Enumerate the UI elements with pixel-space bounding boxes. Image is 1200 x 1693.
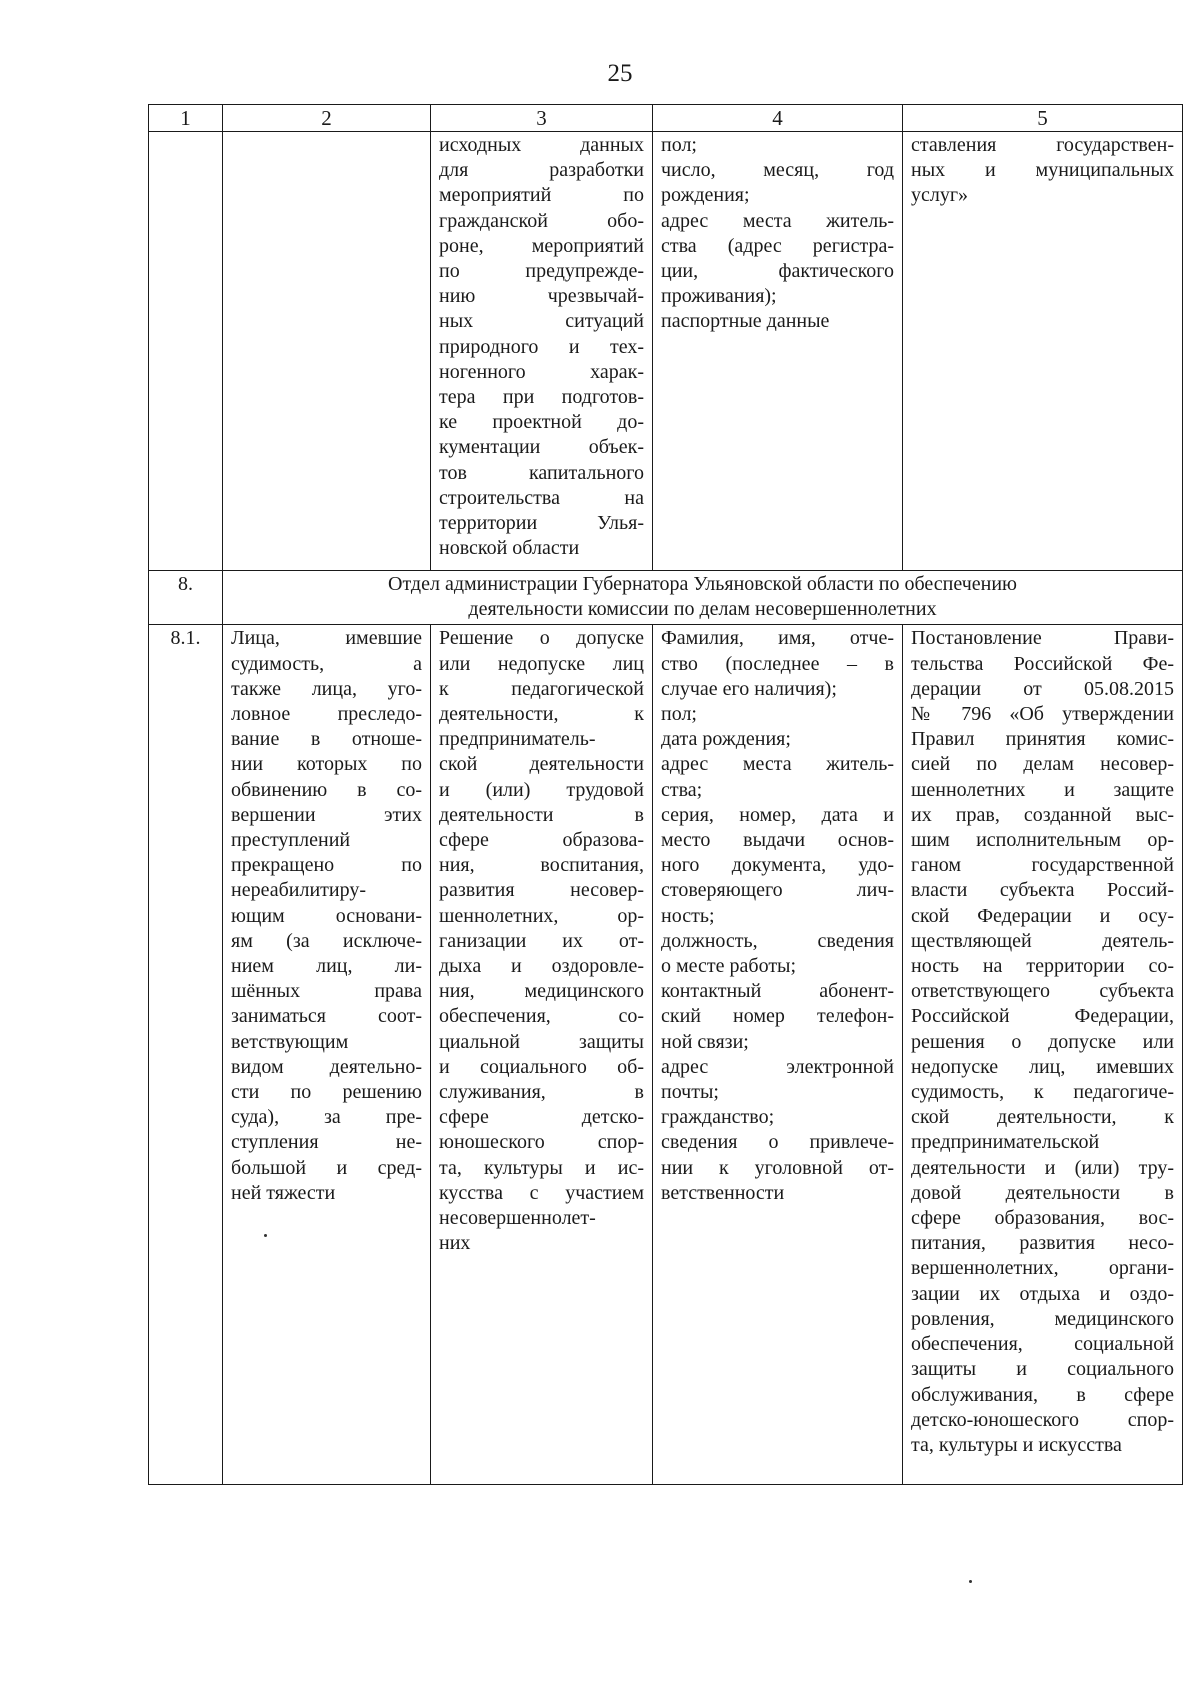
cell-line: адрес места житель- <box>661 753 894 776</box>
cell-line: ность на территории со- <box>911 955 1174 978</box>
cell-line: также лица, уго- <box>231 677 422 700</box>
cell-line: детско-юношеского спор- <box>911 1408 1174 1431</box>
cell-line: проживания); <box>661 285 777 308</box>
cell-line: деятельности и (или) тру- <box>911 1156 1174 1179</box>
table-row-section-8 <box>149 571 1183 625</box>
cell-line: обеспечения, со- <box>439 1005 644 1028</box>
column-number-1: 1 <box>149 105 223 132</box>
cell-line: питания, развития несо- <box>911 1232 1174 1255</box>
cell-line: нием лиц, ли- <box>231 955 422 978</box>
cell-line: Постановление Прави- <box>911 627 1174 650</box>
cell-line: кументации объек- <box>439 436 644 459</box>
cell-line: несовершеннолет- <box>439 1207 596 1230</box>
cell-line: ней тяжести <box>231 1181 336 1204</box>
cell-line: ства; <box>661 778 703 801</box>
cell-line: преступлений <box>231 829 351 852</box>
cell-line: тов капитального <box>439 461 644 484</box>
cell-line: развития несовер- <box>439 879 644 902</box>
cell-line: ганом государственной <box>911 854 1174 877</box>
cell-line: ществляющей деятель- <box>911 929 1174 952</box>
cell-line: сведения о привлече- <box>661 1131 894 1154</box>
cell-line: для разработки <box>439 159 644 182</box>
cell-line: ных и муниципальных <box>911 159 1174 182</box>
cell-line: мероприятий по <box>439 184 644 207</box>
cell-line: новской области <box>439 537 580 560</box>
cell-line: обеспечения, социальной <box>911 1333 1174 1356</box>
cell-line: предприниматель- <box>439 728 596 751</box>
section-number: 8. <box>149 571 223 625</box>
cell-line: тера при подготов- <box>439 386 644 409</box>
cell-line: нии которых по <box>231 753 422 776</box>
cell-line: адрес электронной <box>661 1055 894 1078</box>
cell-line: шеннолетних и защите <box>911 778 1174 801</box>
cell-line: дата рождения; <box>661 728 791 751</box>
cell-legal-basis <box>903 625 1183 1485</box>
cell-line: место выдачи основ- <box>661 829 894 852</box>
cell-line: гражданство; <box>661 1106 775 1129</box>
cell-line: строительства на <box>439 486 644 509</box>
cell-line: вание в отноше- <box>231 728 422 751</box>
cell-line: прекращено по <box>231 854 422 877</box>
cell-line: пол; <box>661 703 697 726</box>
cell-line: обслуживания, в сфере <box>911 1383 1174 1406</box>
cell-line: довой деятельности в <box>911 1181 1174 1204</box>
cell-line: ской деятельности <box>439 753 644 776</box>
cell-line: большой и сред- <box>231 1156 422 1179</box>
cell-line: сти по решению <box>231 1081 422 1104</box>
cell-line: тельства Российской Фе- <box>911 652 1174 675</box>
cell-line: деятельности в <box>439 803 644 826</box>
cell-line: ответствующего субъекта <box>911 980 1174 1003</box>
cell-line: случае его наличия); <box>661 677 837 700</box>
column-number-2: 2 <box>223 105 431 132</box>
cell-line: паспортные данные <box>661 310 830 333</box>
cell-line: та, культуры и искусства <box>911 1433 1122 1456</box>
cell-line: дерации от 05.08.2015 <box>911 677 1174 700</box>
cell-line: ность; <box>661 904 715 927</box>
cell-line: к педагогической <box>439 677 644 700</box>
cell-line: ство (последнее – в <box>661 652 894 675</box>
cell-line: шённых права <box>231 980 422 1003</box>
cell-line: циальной защиты <box>439 1030 644 1053</box>
cell-line: недопуске лиц, имевших <box>911 1055 1174 1078</box>
cell-line: ющим основани- <box>231 904 422 927</box>
cell-line: служивания, в <box>439 1081 644 1104</box>
cell-line: суда), за пре- <box>231 1106 422 1129</box>
cell-line: Решение о допуске <box>439 627 644 650</box>
cell-line: нии к уголовной от- <box>661 1156 894 1179</box>
cell-line: ступления не- <box>231 1131 422 1154</box>
cell-line: роне, мероприятий <box>439 234 644 257</box>
cell-line: ской Федерации и осу- <box>911 904 1174 927</box>
cell-line: число, месяц, год <box>661 159 894 182</box>
cell-line: ния, медицинского <box>439 980 644 1003</box>
cell-line: них <box>439 1232 471 1255</box>
cell-line: ловное преследо- <box>231 703 422 726</box>
section-title-line-1: Отдел администрации Губернатора Ульяновской области по обеспечению <box>388 573 1017 595</box>
cell-purpose <box>431 625 653 1485</box>
column-number-5: 5 <box>903 105 1183 132</box>
cell-line: ния, воспитания, <box>439 854 644 877</box>
column-number-3: 3 <box>431 105 653 132</box>
cell-line: ке проектной до- <box>439 411 644 434</box>
cell-line: сией по делам несовер- <box>911 753 1174 776</box>
cell-legal-basis <box>903 132 1183 571</box>
cell-line: ровления, медицинского <box>911 1307 1174 1330</box>
cell-line: услуг» <box>911 184 969 207</box>
cell-line: ных ситуаций <box>439 310 644 333</box>
cell-line: шим исполнительным ор- <box>911 829 1174 852</box>
cell-line: Лица, имевшие <box>231 627 422 650</box>
row-number: 8.1. <box>149 625 223 1485</box>
cell-line: о месте работы; <box>661 955 797 978</box>
cell-line: ской деятельности, к <box>911 1106 1174 1129</box>
cell-line: ногенного харак- <box>439 360 644 383</box>
cell-line: нереабилитиру- <box>231 879 366 902</box>
table-row-8-1 <box>149 625 1183 1485</box>
cell-line: ного документа, удо- <box>661 854 894 877</box>
cell-line: вершеннолетних, органи- <box>911 1257 1174 1280</box>
cell-line: серия, номер, дата и <box>661 803 894 826</box>
cell-line: судимость, а <box>231 652 422 675</box>
cell-line: сфере образова- <box>439 829 644 852</box>
cell-line: предпринимательской <box>911 1131 1100 1154</box>
cell-line: почты; <box>661 1081 719 1104</box>
cell-line: должность, сведения <box>661 929 894 952</box>
cell-line: ветственности <box>661 1181 785 1204</box>
table-row-continuation <box>149 132 1183 571</box>
cell-line: Российской Федерации, <box>911 1005 1174 1028</box>
cell-line: ной связи; <box>661 1030 749 1053</box>
section-title <box>223 571 1183 625</box>
cell-line: защиты и социального <box>911 1358 1174 1381</box>
cell-line: зации их отдыха и оздо- <box>911 1282 1174 1305</box>
cell-line: сфере детско- <box>439 1106 644 1129</box>
cell-line: по предупрежде- <box>439 260 644 283</box>
cell-data-list <box>653 625 903 1485</box>
cell-line: контактный абонент- <box>661 980 894 1003</box>
cell-line: адрес места житель- <box>661 209 894 232</box>
cell-line: исходных данных <box>439 134 644 156</box>
cell-line: юношеского спор- <box>439 1131 644 1154</box>
cell-category <box>223 625 431 1485</box>
cell-line: та, культуры и ис- <box>439 1156 644 1179</box>
page-number: 25 <box>607 60 633 87</box>
cell-line: ганизации их от- <box>439 929 644 952</box>
cell-line: обвинению в со- <box>231 778 422 801</box>
cell-line: ский номер телефон- <box>661 1005 894 1028</box>
cell-category-empty <box>223 132 431 571</box>
cell-line: сфере образования, вос- <box>911 1207 1174 1230</box>
cell-line: гражданской обо- <box>439 209 644 232</box>
cell-line: их прав, созданной выс- <box>911 803 1174 826</box>
cell-line: кусства с участием <box>439 1181 644 1204</box>
cell-line: судимость, к педагогиче- <box>911 1081 1174 1104</box>
cell-purpose <box>431 132 653 571</box>
cell-line: территории Улья- <box>439 512 644 535</box>
cell-line: и социального об- <box>439 1055 644 1078</box>
cell-line: заниматься соот- <box>231 1005 422 1028</box>
cell-line: Правил принятия комис- <box>911 728 1174 751</box>
cell-line: или недопуске лиц <box>439 652 644 675</box>
cell-line: № 796 «Об утверждении <box>911 703 1174 726</box>
cell-line: ции, фактического <box>661 260 894 283</box>
cell-number-empty <box>149 132 223 571</box>
cell-line: ям (за исключе- <box>231 929 422 952</box>
cell-line: нию чрезвычай- <box>439 285 644 308</box>
section-title-line-2: деятельности комиссии по делам несовершеннолетних <box>468 598 937 621</box>
cell-line: решения о допуске или <box>911 1030 1174 1053</box>
column-number-row <box>149 105 1183 132</box>
cell-line: Фамилия, имя, отче- <box>661 627 894 650</box>
cell-line: видом деятельно- <box>231 1055 422 1078</box>
data-table <box>148 104 1183 1485</box>
cell-line: и (или) трудовой <box>439 778 644 801</box>
cell-line: власти субъекта Россий- <box>911 879 1174 902</box>
cell-line: стоверяющего лич- <box>661 879 894 902</box>
cell-line: ветствующим <box>231 1030 349 1053</box>
cell-line: деятельности, к <box>439 703 644 726</box>
cell-line: дыха и оздоровле- <box>439 955 644 978</box>
cell-data-list <box>653 132 903 571</box>
cell-line: вершении этих <box>231 803 422 826</box>
scan-speck <box>969 1580 972 1583</box>
scan-speck <box>264 1234 267 1237</box>
cell-line: шеннолетних, ор- <box>439 904 644 927</box>
cell-line: ства (адрес регистра- <box>661 234 894 257</box>
cell-line: ставления государствен- <box>911 134 1174 156</box>
column-number-4: 4 <box>653 105 903 132</box>
cell-line: рождения; <box>661 184 750 207</box>
cell-line: природного и тех- <box>439 335 644 358</box>
cell-line: пол; <box>661 134 697 156</box>
